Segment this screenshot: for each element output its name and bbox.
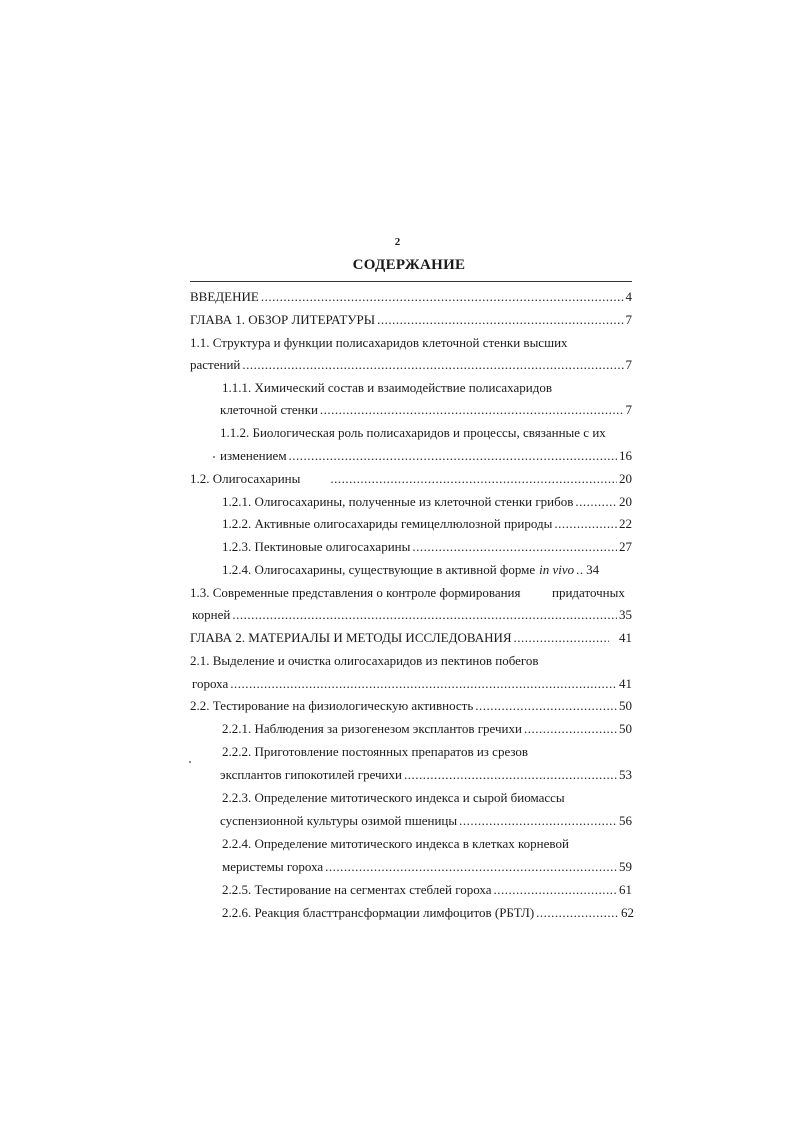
toc-entry-text: растений xyxy=(190,357,241,372)
leader-dots xyxy=(412,538,617,556)
leader-dots xyxy=(330,470,617,488)
toc-entry-page: 50 xyxy=(619,721,632,736)
toc-entry-1-3-line1: 1.3. Современные представления о контроле формирования xyxy=(190,585,521,600)
leader-dots xyxy=(536,904,619,922)
toc-entry-1-1-2[interactable] xyxy=(220,447,632,465)
toc-entry-2-2-4[interactable] xyxy=(222,858,632,876)
toc-entry-text: изменением xyxy=(220,448,287,463)
toc-entry-page: 53 xyxy=(619,767,632,782)
toc-entry-text: клеточной стенки xyxy=(220,402,318,417)
toc-entry-1-2-1[interactable] xyxy=(222,493,632,511)
toc-entry-chapter-1[interactable] xyxy=(190,311,632,329)
leader-dots xyxy=(554,515,617,533)
toc-entry-page: 7 xyxy=(625,357,632,372)
toc-entry-text: 2.2.5. Тестирование на сегментах стеблей гороха xyxy=(222,882,492,897)
toc-entry-text: 2.2. Тестирование на физиологическую активность xyxy=(190,698,474,713)
toc-entry-1-1-line1: 1.1. Структура и функции полисахаридов клеточной стенки высших xyxy=(190,335,568,350)
toc-entry-page: 34 xyxy=(586,562,600,577)
toc-entry-1-2-3[interactable] xyxy=(222,538,632,556)
scan-speck xyxy=(213,456,215,458)
toc-entry-text: 1.2.4. Олигосахарины, существующие в активной форме xyxy=(222,562,536,577)
toc-entry-2-2[interactable] xyxy=(190,697,632,715)
toc-entry-text: гороха xyxy=(192,676,229,691)
leader-dots xyxy=(230,675,617,693)
leader-dots xyxy=(261,288,624,306)
toc-entry-page: 22 xyxy=(619,516,632,531)
toc-entry-page: 20 xyxy=(619,471,632,486)
toc-entry-text: ГЛАВА 2. МАТЕРИАЛЫ И МЕТОДЫ ИССЛЕДОВАНИЯ xyxy=(190,630,512,645)
toc-entry-chapter-2[interactable] xyxy=(190,629,632,647)
toc-entry-page: 16 xyxy=(619,448,632,463)
toc-entry-text: 1.2.3. Пектиновые олигосахарины xyxy=(222,539,411,554)
toc-entry-text-italic: in vivo xyxy=(539,562,575,577)
leader-dots xyxy=(576,561,584,579)
leader-dots xyxy=(289,447,617,465)
toc-entry-1-1-1[interactable] xyxy=(220,401,632,419)
toc-entry-page: 35 xyxy=(619,607,632,622)
toc-entry-text: 1.2.1. Олигосахарины, полученные из клеточной стенки грибов xyxy=(222,494,574,509)
toc-entry-1-2[interactable] xyxy=(190,470,632,488)
toc-entry-page: 41 xyxy=(619,676,632,691)
toc-entry-2-2-3[interactable] xyxy=(220,812,632,830)
leader-dots xyxy=(494,881,617,899)
toc-entry-1-2-4[interactable] xyxy=(222,561,632,579)
toc-entry-2-2-6[interactable] xyxy=(222,904,634,922)
page-number: 2 xyxy=(394,236,401,248)
toc-entry-page: 59 xyxy=(619,859,632,874)
toc-entry-page: 20 xyxy=(619,494,632,509)
toc-entry-1-1[interactable] xyxy=(190,356,632,374)
toc-entry-2-1[interactable] xyxy=(192,675,632,693)
toc-entry-2-2-2[interactable] xyxy=(220,766,632,784)
toc-entry-page: 27 xyxy=(619,539,632,554)
toc-entry-2-2-2-line1: 2.2.2. Приготовление постоянных препаратов из срезов xyxy=(222,744,529,759)
toc-entry-1-2-2[interactable] xyxy=(222,515,632,533)
toc-entry-text: меристемы гороха xyxy=(222,859,324,874)
toc-entry-introduction[interactable] xyxy=(190,288,632,306)
leader-dots xyxy=(514,629,609,647)
scan-speck xyxy=(189,761,191,763)
toc-entry-page: 41 xyxy=(619,630,632,645)
toc-title: СОДЕРЖАНИЕ xyxy=(352,257,466,273)
leader-dots xyxy=(475,697,617,715)
leader-dots xyxy=(575,493,617,511)
toc-entry-text: 2.2.1. Наблюдения за ризогенезом эксплантов гречихи xyxy=(222,721,522,736)
toc-entry-text: суспензионной культуры озимой пшеницы xyxy=(220,813,458,828)
toc-entry-text: корней xyxy=(192,607,231,622)
toc-entry-2-2-1[interactable] xyxy=(222,720,632,738)
toc-entry-2-1-line1: 2.1. Выделение и очистка олигосахаридов из пектинов побегов xyxy=(190,653,539,668)
leader-dots xyxy=(377,311,623,329)
leader-dots xyxy=(242,356,623,374)
toc-entry-page: 56 xyxy=(619,813,632,828)
toc-entry-2-2-5[interactable] xyxy=(222,881,632,899)
leader-dots xyxy=(404,766,617,784)
leader-dots xyxy=(320,401,624,419)
toc-entry-text: эксплантов гипокотилей гречихи xyxy=(220,767,402,782)
toc-entry-1-1-1-line1: 1.1.1. Химический состав и взаимодействие полисахаридов xyxy=(222,380,552,395)
toc-entry-page: 50 xyxy=(619,698,632,713)
toc-entry-1-3[interactable] xyxy=(192,606,632,624)
toc-entry-1-1-2-line1: 1.1.2. Биологическая роль полисахаридов и процессы, связанные с их xyxy=(220,425,606,440)
toc-entry-text: ВВЕДЕНИЕ xyxy=(190,289,259,304)
leader-dots xyxy=(524,720,617,738)
toc-entry-text: 1.2. Олигосахарины xyxy=(190,471,301,486)
toc-entry-1-3-line1-right: придаточных xyxy=(552,585,625,600)
toc-entry-page: 7 xyxy=(625,402,632,417)
leader-dots xyxy=(325,858,617,876)
toc-entry-2-2-4-line1: 2.2.4. Определение митотического индекса в клетках корневой xyxy=(222,836,569,851)
toc-entry-page: 62 xyxy=(621,905,634,920)
toc-entry-text: 2.2.6. Реакция бласттрансформации лимфоцитов (РБТЛ) xyxy=(222,905,535,920)
toc-entry-page: 4 xyxy=(625,289,632,304)
toc-entry-page: 7 xyxy=(625,312,632,327)
toc-entry-text: ГЛАВА 1. ОБЗОР ЛИТЕРАТУРЫ xyxy=(190,312,376,327)
leader-dots xyxy=(232,606,617,624)
toc-entry-page: 61 xyxy=(619,882,632,897)
leader-dots xyxy=(459,812,617,830)
toc-entry-2-2-3-line1: 2.2.3. Определение митотического индекса и сырой биомассы xyxy=(222,790,565,805)
toc-entry-text: 1.2.2. Активные олигосахариды гемицеллюлозной природы xyxy=(222,516,553,531)
